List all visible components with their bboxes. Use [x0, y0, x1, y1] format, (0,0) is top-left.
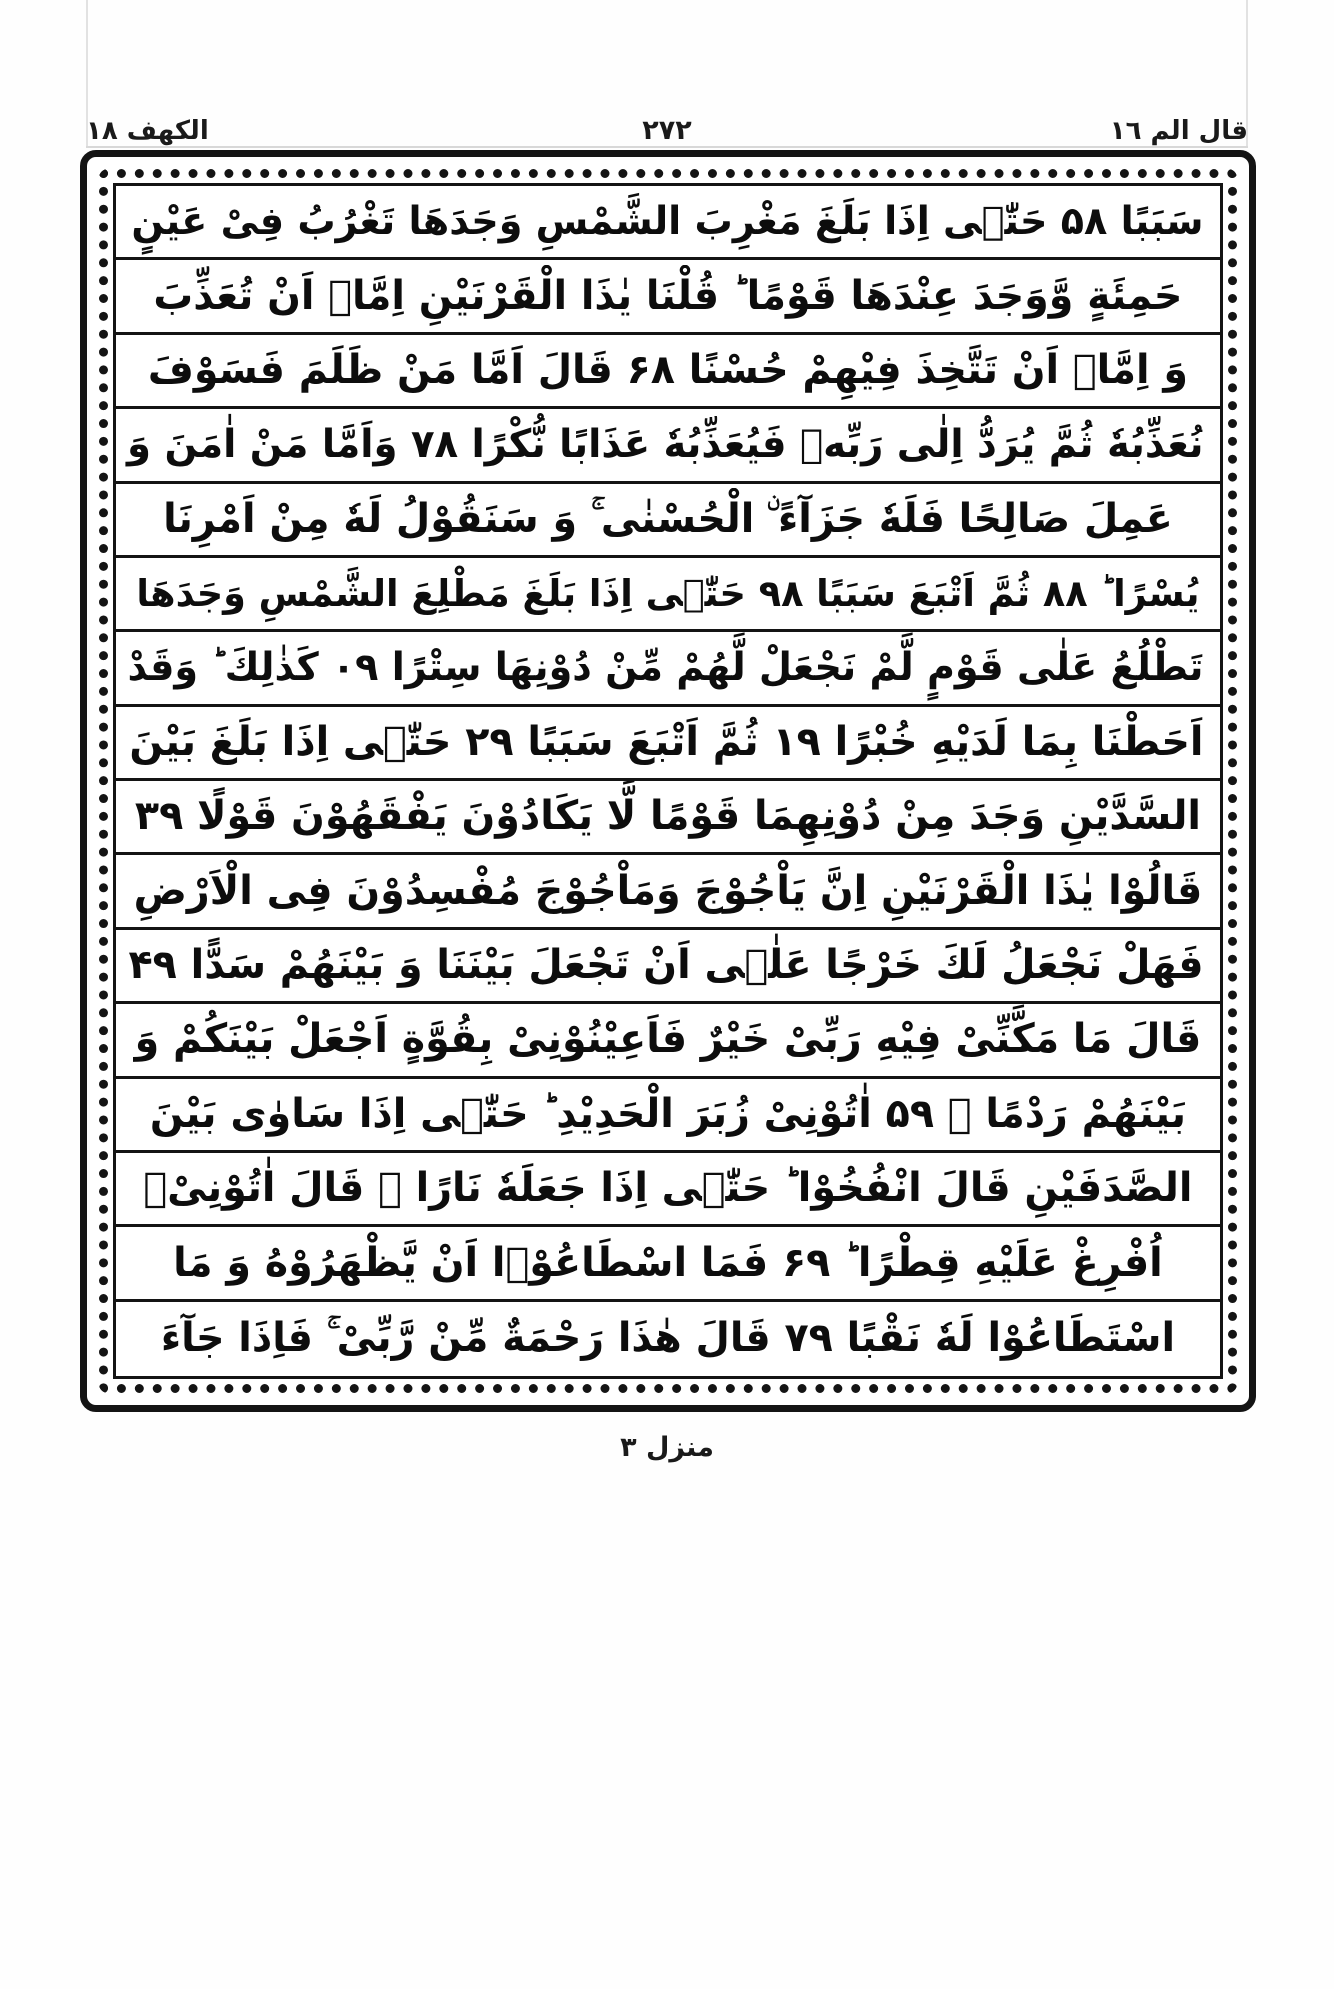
- ayah-line-row: [116, 186, 1220, 260]
- ayah-line-row: [116, 1004, 1220, 1078]
- ayah-line-text: يُسْرًا ؕ ۸۸ ثُمَّ اَتْبَعَ سَبَبًا ۸۹ حَتّٰۤى اِذَا بَلَغَ مَطْلِعَ الشَّمْسِ وَجَدَهَا: [136, 571, 1200, 615]
- ayah-line-row: [116, 781, 1220, 855]
- ayah-line-row: [116, 632, 1220, 706]
- ayah-line-row: [116, 558, 1220, 632]
- page-number: ٢٧٢: [642, 115, 692, 146]
- ayah-line-row: [116, 707, 1220, 781]
- ayah-line-text: قَالُوْا يٰذَا الْقَرْنَيْنِ اِنَّ يَاْجُوْجَ وَمَاْجُوْجَ مُفْسِدُوْنَ فِى الْاَرْضِ: [133, 867, 1203, 914]
- text-frame-inner: [113, 183, 1223, 1379]
- ayah-line-row: [116, 335, 1220, 409]
- juz-label: قال الم ١٦: [1109, 116, 1248, 146]
- page-footer: [0, 1432, 1334, 1463]
- ayah-line-text: تَطْلُعُ عَلٰى قَوْمٍ لَّمْ نَجْعَلْ لَّهُمْ مِّنْ دُوْنِهَا سِتْرًا ۹۰ كَذٰلِكَ ؕ وَقَدْ: [127, 645, 1204, 691]
- ayah-line-row: [116, 484, 1220, 558]
- ayah-line-row: [116, 1153, 1220, 1227]
- header-divider: [86, 146, 1248, 148]
- ayah-line-row: [116, 409, 1220, 483]
- ayah-line-text: حَمِئَةٍ وَّوَجَدَ عِنْدَهَا قَوْمًا ؕ قُلْنَا يٰذَا الْقَرْنَيْنِ اِمَّاۤ اَنْ تُعَذِّبَ: [153, 272, 1183, 319]
- ayah-line-text: نُعَذِّبُهٗ ثُمَّ يُرَدُّ اِلٰى رَبِّهٖ فَيُعَذِّبُهٗ عَذَابًا نُّكْرًا ۸۷ وَاَمَّا مَنْ اٰمَنَ وَ: [127, 421, 1204, 467]
- text-frame-outer-border: [80, 150, 1256, 1412]
- ayah-line-text: وَ اِمَّاۤ اَنْ تَتَّخِذَ فِيْهِمْ حُسْنًا ۸۶ قَالَ اَمَّا مَنْ ظَلَمَ فَسَوْفَ: [147, 347, 1189, 394]
- ayah-line-text: سَبَبًا ۸۵ حَتّٰۤى اِذَا بَلَغَ مَغْرِبَ الشَّمْسِ وَجَدَهَا تَغْرُبُ فِیْ عَيْنٍ: [131, 199, 1204, 245]
- ayah-line-text: اَحَطْنَا بِمَا لَدَيْهِ خُبْرًا ۹۱ ثُمَّ اَتْبَعَ سَبَبًا ۹۲ حَتّٰۤى اِذَا بَلَغَ بَيْنَ: [129, 718, 1204, 765]
- ayah-line-row: [116, 1079, 1220, 1153]
- surah-label: الكهف ١٨: [86, 116, 209, 146]
- ayah-line-text: الصَّدَفَيْنِ قَالَ انْفُخُوْا ؕ حَتّٰۤى اِذَا جَعَلَهٗ نَارًا ۙ قَالَ اٰتُوْنِىْۤ: [143, 1165, 1193, 1212]
- page-header: [86, 96, 1248, 144]
- ayah-line-row: [116, 855, 1220, 929]
- ayah-line-text: عَمِلَ صَالِحًا فَلَهٗ جَزَآءً ۨ الْحُسْنٰى ۚ وَ سَنَقُوْلُ لَهٗ مِنْ اَمْرِنَا: [163, 495, 1173, 542]
- manzil-label: منزل ٣: [620, 1432, 714, 1463]
- ayah-line-text: السَّدَّيْنِ وَجَدَ مِنْ دُوْنِهِمَا قَوْمًا لَّا يَكَادُوْنَ يَفْقَهُوْنَ قَوْلًا ۹۳: [134, 793, 1202, 840]
- ayah-line-text: اسْتَطَاعُوْا لَهٗ نَقْبًا ۹۷ قَالَ هٰذَا رَحْمَةٌ مِّنْ رَّبِّىْ ۚ فَاِذَا جَآءَ: [160, 1315, 1176, 1362]
- ayah-line-text: بَيْنَهُمْ رَدْمًا ۙ ۹۵ اٰتُوْنِىْ زُبَرَ الْحَدِيْدِ ؕ حَتّٰۤى اِذَا سَاوٰى بَيْنَ: [149, 1090, 1187, 1137]
- ayah-line-text: فَهَلْ نَجْعَلُ لَكَ خَرْجًا عَلٰۤى اَنْ تَجْعَلَ بَيْنَنَا وَ بَيْنَهُمْ سَدًّا ۹۴: [128, 942, 1204, 989]
- ayah-line-row: [116, 1227, 1220, 1301]
- ayah-line-text: اُفْرِغْ عَلَيْهِ قِطْرًا ؕ ۹۶ فَمَا اسْطَاعُوْۤا اَنْ يَّظْهَرُوْهُ وَ مَا: [173, 1239, 1163, 1286]
- ayah-line-text: قَالَ مَا مَكَّنِّىْ فِيْهِ رَبِّىْ خَيْرٌ فَاَعِيْنُوْنِىْ بِقُوَّةٍ اَجْعَلْ بَيْنَكُمْ وَ: [134, 1016, 1202, 1063]
- ayah-line-row: [116, 930, 1220, 1004]
- ayah-line-row: [116, 260, 1220, 334]
- ayah-line-row: [116, 1302, 1220, 1376]
